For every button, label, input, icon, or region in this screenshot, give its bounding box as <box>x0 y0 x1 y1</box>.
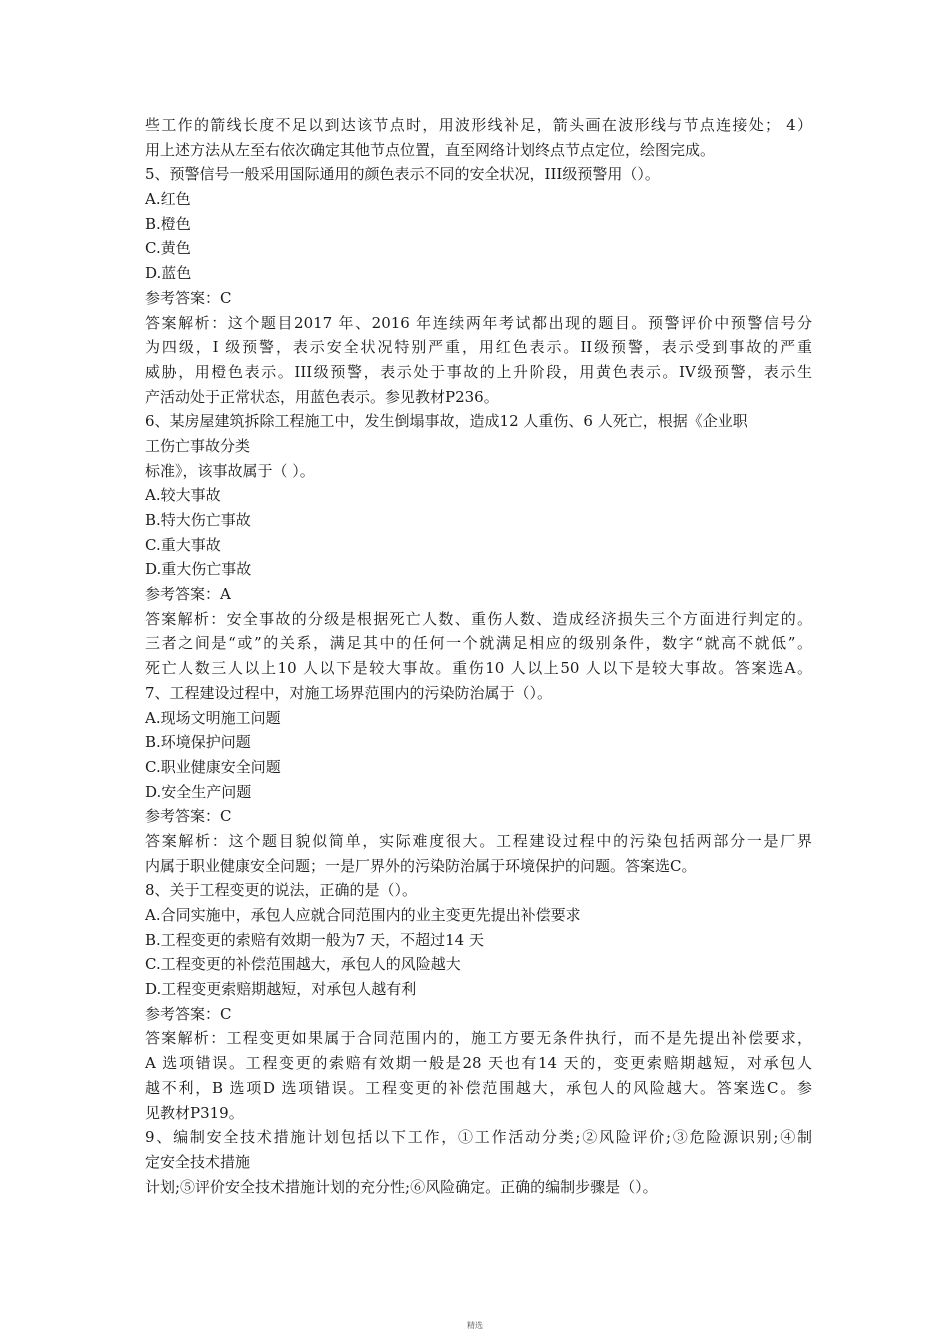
text-line: C.工程变更的补偿范围越大，承包人的风险越大 <box>145 955 461 974</box>
text-line: C.黄色 <box>145 239 191 258</box>
text-line: D.重大伤亡事故 <box>145 560 252 579</box>
text-line: 参考答案：C <box>145 1004 232 1023</box>
text-line: 答案解析：安全事故的分级是根据死亡人数、重伤人数、造成经济损失三个方面进行判定的。 <box>145 609 812 628</box>
text-line: 用上述方法从左至右依次确定其他节点位置，直至网络计划终点节点定位，绘图完成。 <box>145 140 716 159</box>
text-line: 三者之间是“或”的关系，满足其中的任何一个就满足相应的级别条件，数字“就高不就低”。 <box>145 634 812 653</box>
text-line: A.较大事故 <box>145 486 221 505</box>
text-line: D.工程变更索赔期越短，对承包人越有利 <box>145 980 417 999</box>
text-line: 越不利，B 选项D 选项错误。工程变更的补偿范围越大，承包人的风险越大。答案选C。参 <box>145 1078 812 1097</box>
text-line: A.合同实施中，承包人应就合同范围内的业主变更先提出补偿要求 <box>145 906 581 924</box>
text-line: 参考答案：A <box>145 585 231 604</box>
text-line: 产活动处于正常状态，用蓝色表示。参见教材P236。 <box>145 387 499 406</box>
text-line: 6、某房屋建筑拆除工程施工中，发生倒塌事故，造成12 人重伤、6 人死亡，根据《企业职 <box>145 412 748 431</box>
text-line: 标准》，该事故属于（ ）。 <box>145 461 315 480</box>
text-line: 7、工程建设过程中，对施工场界范围内的污染防治属于（）。 <box>145 683 553 702</box>
text-line: C.重大事故 <box>145 535 221 554</box>
text-line: 计划;⑤评价安全技术措施计划的充分性;⑥风险确定。正确的编制步骤是（）。 <box>145 1177 658 1196</box>
text-line: C.职业健康安全问题 <box>145 757 281 776</box>
text-line: B.环境保护问题 <box>145 733 251 752</box>
text-line: 见教材P319。 <box>145 1103 244 1122</box>
text-line: B.特大伤亡事故 <box>145 511 251 529</box>
text-line: 答案解析：这个题目貌似简单，实际难度很大。工程建设过程中的污染包括两部分一是厂界 <box>145 831 812 850</box>
text-line: 参考答案：C <box>145 288 232 307</box>
text-line: 内属于职业健康安全问题；一是厂界外的污染防治属于环境保护的问题。答案选C。 <box>145 856 697 875</box>
text-line: 答案解析：这个题目2017 年、2016 年连续两年考试都出现的题目。预警评价中预警信号分 <box>145 313 812 332</box>
text-line: A 选项错误。工程变更的索赔有效期一般是28 天也有14 天的，变更索赔期越短，对承包人 <box>145 1054 812 1073</box>
text-line: 定安全技术措施 <box>145 1152 251 1171</box>
text-line: B.工程变更的索赔有效期一般为7 天，不超过14 天 <box>145 930 484 949</box>
text-line: 威胁，用橙色表示。III级预警，表示处于事故的上升阶段，用黄色表示。IV级预警，表示生 <box>145 362 812 381</box>
text-line: 9、编制安全技术措施计划包括以下工作，①工作活动分类;②风险评价;③危险源识别;④制 <box>145 1128 812 1147</box>
text-line: D.蓝色 <box>145 264 192 283</box>
text-line: B.橙色 <box>145 214 191 233</box>
text-line: 5、预警信号一般采用国际通用的颜色表示不同的安全状况，III级预警用（）。 <box>145 165 660 184</box>
text-line: D.安全生产问题 <box>145 782 252 801</box>
text-line: 答案解析：工程变更如果属于合同范围内的，施工方要无条件执行，而不是先提出补偿要求， <box>145 1029 812 1048</box>
text-line: 为四级，I 级预警，表示安全状况特别严重，用红色表示。II级预警，表示受到事故的严重 <box>145 338 812 357</box>
text-line: 参考答案：C <box>145 807 232 826</box>
text-line: 工伤亡事故分类 <box>145 436 251 455</box>
document-body <box>145 113 812 1199</box>
text-line: A.现场文明施工问题 <box>145 708 281 727</box>
text-line: 8、关于工程变更的说法，正确的是（）。 <box>145 881 418 900</box>
text-line: A.红色 <box>145 190 191 209</box>
page-footer: 精选 <box>467 1321 483 1330</box>
text-line: 些工作的箭线长度不足以到达该节点时，用波形线补足，箭头画在波形线与节点连接处； 4） <box>145 116 812 134</box>
text-line: 死亡人数三人以上10 人以下是较大事故。重伤10 人以上50 人以下是较大事故。答案选A。 <box>145 659 812 678</box>
